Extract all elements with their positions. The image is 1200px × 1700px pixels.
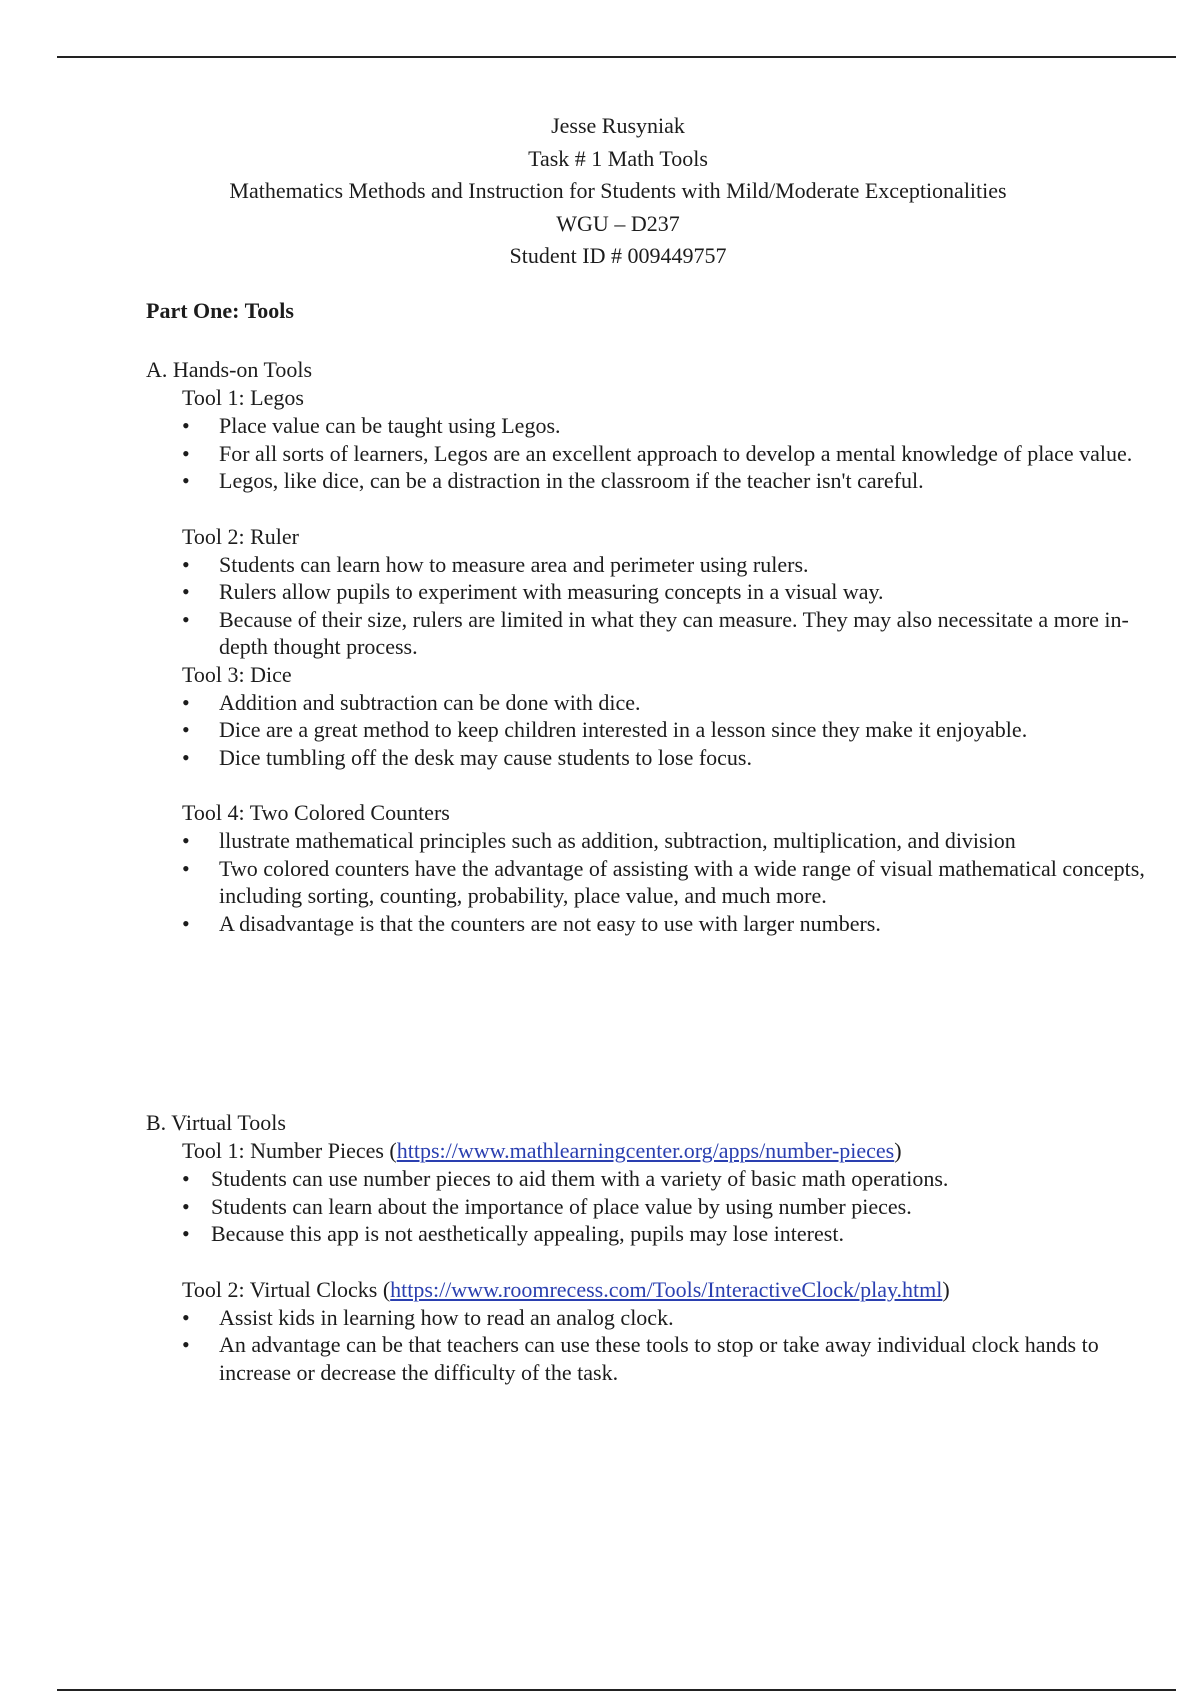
bullet-icon: • [182,551,190,577]
section-virtual [146,1109,1146,1386]
top-rule [57,56,1176,58]
list-item: • Students can use number pieces to aid them with a variety of basic math operations. [182,1166,949,1191]
bullet-icon: • [182,717,190,742]
section-title: B. Virtual Tools [146,1110,286,1135]
bottom-rule [57,1689,1176,1691]
tool-title: Tool 2: Virtual Clocks (https://www.roomrecess.com/Tools/InteractiveClock/play.html) [182,1276,950,1302]
bullet-list [146,551,1146,661]
bullet-icon: • [182,689,190,715]
task-title: Task # 1 Math Tools [528,145,708,171]
tool-title: Tool 1: Number Pieces (https://www.mathlearningcenter.org/apps/number-pieces) [182,1138,902,1163]
bullet-icon: • [182,413,190,438]
list-item: • Students can learn how to measure area and perimeter using rulers. [182,551,809,577]
bullet-icon: • [182,744,190,770]
list-item: • Two colored counters have the advantage of assisting with a wide range of visual mathematical concepts, including sorting, counting, probability, place value, and much more. [182,855,1145,908]
bullet-list [146,412,1146,495]
list-item: • Assist kids in learning how to read an analog clock. [182,1304,674,1330]
bullet-icon: • [182,1304,190,1330]
list-item: • Students can learn about the importance of place value by using number pieces. [182,1193,912,1219]
number-pieces-link[interactable]: https://www.mathlearningcenter.org/apps/number-pieces [396,1138,895,1163]
bullet-icon: • [182,606,190,632]
virtual-clock-link[interactable]: https://www.roomrecess.com/Tools/InteractiveClock/play.html [390,1276,943,1302]
bullet-icon: • [182,1193,190,1219]
tool-title: Tool 3: Dice [182,661,292,687]
list-item: • A disadvantage is that the counters are not easy to use with larger numbers. [182,910,881,936]
tool-title: Tool 2: Ruler [182,523,300,549]
list-item: • llustrate mathematical principles such as addition, subtraction, multiplication, and division [182,828,1016,853]
list-item: • Addition and subtraction can be done with dice. [182,689,641,715]
part-title: Part One: Tools [146,298,294,323]
list-item: • Legos, like dice, can be a distraction in the classroom if the teacher isn't careful. [182,468,924,493]
bullet-icon: • [182,855,190,881]
course-title: Mathematics Methods and Instruction for Students with Mild/Moderate Exceptionalities [229,178,1007,203]
bullet-icon: • [182,828,190,853]
bullet-icon: • [182,1166,190,1191]
course-code: WGU – D237 [556,210,680,236]
list-item: • Place value can be taught using Legos. [182,413,561,438]
list-item: • An advantage can be that teachers can use these tools to stop or take away individual clock hands to increase or decrease the difficulty of the task. [182,1332,1099,1385]
author-name: Jesse Rusyniak [551,113,685,138]
list-item: • Dice are a great method to keep children interested in a lesson since they make it enjoyable. [182,717,1028,742]
list-item: • For all sorts of learners, Legos are an excellent approach to develop a mental knowledge of place value. [182,440,1133,466]
bullet-icon: • [182,579,190,604]
tool-title: Tool 1: Legos [182,385,304,410]
section-hands-on [146,356,1146,937]
document-header [0,110,1200,273]
student-id: Student ID # 009449757 [509,243,727,268]
bullet-icon: • [182,468,190,493]
tool-title: Tool 4: Two Colored Counters [182,800,450,825]
bullet-list [146,1165,1146,1248]
bullet-icon: • [182,1221,190,1246]
section-title: A. Hands-on Tools [146,357,313,382]
list-item: • Rulers allow pupils to experiment with measuring concepts in a visual way. [182,579,884,604]
bullet-list [146,827,1146,937]
list-item: • Because this app is not aesthetically appealing, pupils may lose interest. [182,1221,844,1246]
bullet-icon: • [182,910,190,936]
bullet-icon: • [182,1332,190,1357]
bullet-list [146,689,1146,772]
bullet-icon: • [182,440,190,466]
list-item: • Dice tumbling off the desk may cause students to lose focus. [182,744,752,770]
bullet-list [146,1304,1146,1387]
list-item: • Because of their size, rulers are limited in what they can measure. They may also necessitate a more in-depth thought process. [182,606,1129,659]
